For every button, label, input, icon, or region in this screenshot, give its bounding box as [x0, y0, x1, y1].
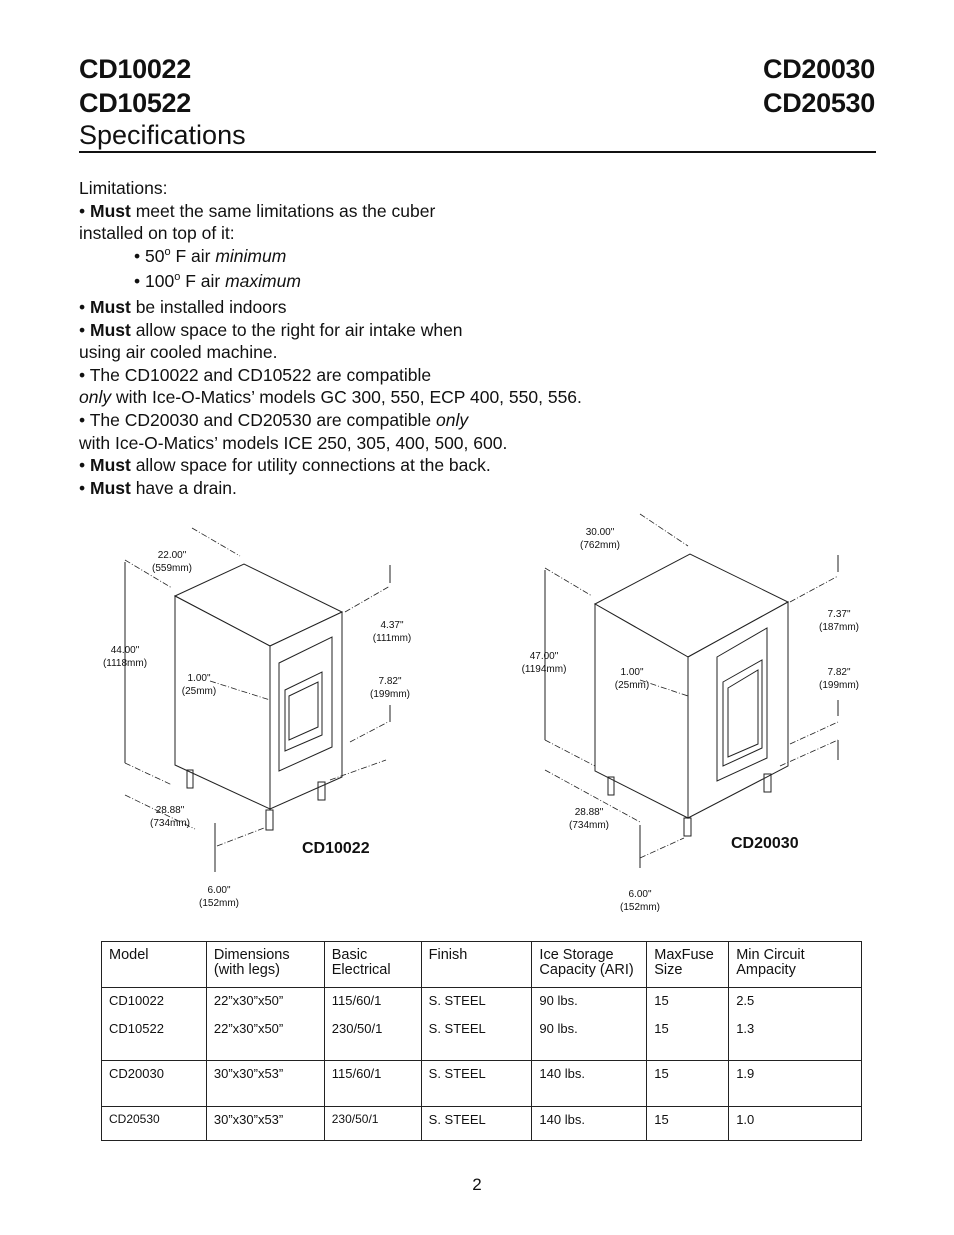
limitation-temp-min: • 50$^o$ F air minimum [134, 245, 287, 266]
cd20030-offset-label: 1.00" [620, 667, 644, 678]
limitation-drain: • Must have a drain. [79, 477, 237, 498]
cell-ampacity: 2.5 [729, 988, 862, 1019]
cell-model: CD10522 [102, 1018, 207, 1061]
col-header-ampacity: Min Circuit Ampacity [729, 942, 862, 988]
limitation-cuber: • Must meet the same limitations as the cuber [79, 200, 436, 221]
header-rule [79, 151, 876, 153]
col-header-model: Model [102, 942, 207, 988]
cell-model: CD20030 [102, 1061, 207, 1107]
cell-fuse: 15 [647, 988, 729, 1019]
cd20030-door-mm-label: (199mm) [818, 680, 860, 691]
cell-dimensions: 22”x30”x50” [206, 988, 324, 1019]
specifications-table [101, 941, 862, 1141]
cd10022-door-mm-label: (199mm) [369, 689, 411, 700]
cell-capacity: 140 lbs. [532, 1107, 647, 1141]
model-title-cd20030: CD20030 [763, 54, 875, 84]
cell-finish: S. STEEL [421, 988, 532, 1019]
cell-model: CD10022 [102, 988, 207, 1019]
cell-electrical: 230/50/1 [324, 1018, 421, 1061]
cell-dimensions: 30”x30”x53” [206, 1107, 324, 1141]
table-row [102, 1061, 862, 1107]
cell-ampacity: 1.0 [729, 1107, 862, 1141]
cell-fuse: 15 [647, 1061, 729, 1107]
table-row [102, 1107, 862, 1141]
page-number: 2 [472, 1175, 482, 1194]
cd10022-width-label: 22.00" [157, 550, 187, 561]
limitation-air-space-cont: using air cooled machine. [79, 342, 278, 363]
col-header-electrical: Basic Electrical [324, 942, 421, 988]
col-header-capacity: Ice Storage Capacity (ARI) [532, 942, 647, 988]
cd20030-top-mm-label: (187mm) [818, 622, 860, 633]
model-title-cd10522: CD10522 [79, 88, 191, 118]
limitation-compat-cd20-cont: with Ice-O-Matics’ models ICE 250, 305, 400, 500, 600. [79, 432, 508, 453]
dimension-drawings [0, 510, 954, 920]
cd10022-depth-label: 28.88" [155, 805, 185, 816]
cell-ampacity: 1.9 [729, 1061, 862, 1107]
cd20030-height-label: 47.00" [529, 651, 559, 662]
col-header-dimensions: Dimensions (with legs) [206, 942, 324, 988]
cell-electrical: 230/50/1 [324, 1107, 421, 1141]
cd20030-depth-mm-label: (734mm) [568, 820, 610, 831]
cd10022-offset-label: 1.00" [187, 673, 211, 684]
limitation-compat-cd10-cont: only with Ice-O-Matics’ models GC 300, 550, ECP 400, 550, 556. [79, 387, 582, 408]
limitations-heading: Limitations: [79, 178, 168, 198]
limitation-cuber-cont: installed on top of it: [79, 223, 235, 244]
cell-capacity: 140 lbs. [532, 1061, 647, 1107]
cell-fuse: 15 [647, 1107, 729, 1141]
cell-ampacity: 1.3 [729, 1018, 862, 1061]
cd20030-door-label: 7.82" [827, 667, 851, 678]
table-header-row [102, 942, 862, 988]
cell-dimensions: 30”x30”x53” [206, 1061, 324, 1107]
cell-model: CD20530 [102, 1107, 207, 1141]
cd10022-offset-mm-label: (25mm) [181, 686, 217, 697]
cd10022-legs-mm-label: (152mm) [198, 898, 240, 909]
cd20030-drawing-label: CD20030 [731, 835, 799, 852]
cd20030-top-label: 7.37" [827, 609, 851, 620]
limitation-compat-cd20: • The CD20030 and CD20530 are compatible only [79, 409, 469, 430]
cd10022-width-mm-label: (559mm) [151, 563, 193, 574]
cell-finish: S. STEEL [421, 1018, 532, 1061]
cell-finish: S. STEEL [421, 1061, 532, 1107]
limitation-temp-max: • 100$^o$ F air maximum [134, 271, 301, 292]
cell-finish: S. STEEL [421, 1107, 532, 1141]
cd10022-drawing-label: CD10022 [302, 840, 370, 857]
cd10022-depth-mm-label: (734mm) [149, 818, 191, 829]
cd20030-legs-label: 6.00" [628, 889, 652, 900]
cd20030-width-mm-label: (762mm) [579, 540, 621, 551]
limitation-indoors: • Must be installed indoors [79, 296, 287, 317]
cell-capacity: 90 lbs. [532, 1018, 647, 1061]
limitation-utility: • Must allow space for utility connections at the back. [79, 455, 491, 476]
model-title-cd10022: CD10022 [79, 54, 191, 84]
cell-fuse: 15 [647, 1018, 729, 1061]
cd20030-legs-mm-label: (152mm) [619, 902, 661, 913]
cd10022-top-mm-label: (111mm) [372, 633, 412, 644]
limitation-air-space: • Must allow space to the right for air intake when [79, 319, 463, 340]
model-title-cd20530: CD20530 [763, 88, 875, 118]
col-header-finish: Finish [421, 942, 532, 988]
section-title: Specifications [79, 120, 246, 150]
cd20030-depth-label: 28.88" [574, 807, 604, 818]
cd10022-legs-label: 6.00" [207, 885, 231, 896]
cd10022-door-label: 7.82" [378, 676, 402, 687]
limitations-section [79, 177, 879, 499]
table-row [102, 1018, 862, 1061]
cell-capacity: 90 lbs. [532, 988, 647, 1019]
cd10022-height-mm-label: (1118mm) [102, 658, 148, 669]
limitation-compat-cd10: • The CD10022 and CD10522 are compatible [79, 364, 432, 385]
cd20030-offset-mm-label: (25mm) [614, 680, 650, 691]
cd20030-height-mm-label: (1194mm) [521, 664, 567, 675]
cell-electrical: 115/60/1 [324, 1061, 421, 1107]
cd10022-top-label: 4.37" [380, 620, 404, 631]
cd20030-width-label: 30.00" [585, 527, 615, 538]
col-header-fuse: MaxFuse Size [647, 942, 729, 988]
cell-electrical: 115/60/1 [324, 988, 421, 1019]
cell-dimensions: 22”x30”x50” [206, 1018, 324, 1061]
table-row [102, 988, 862, 1019]
cd10022-height-label: 44.00" [110, 645, 140, 656]
